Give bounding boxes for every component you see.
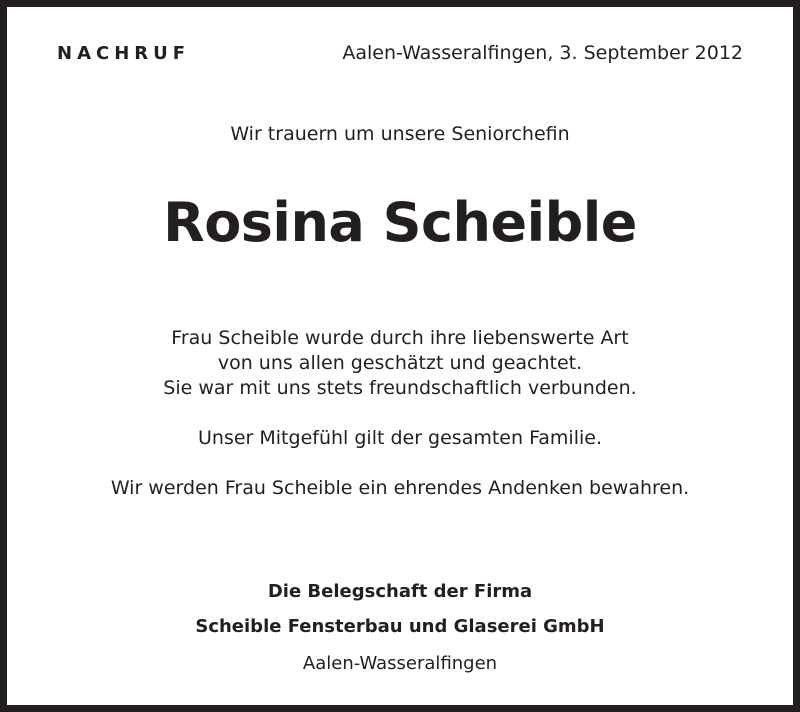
tribute-text [7,326,793,401]
signature-line-company: Scheible Fensterbau und Glaserei GmbH [195,616,605,637]
tribute-line: Frau Scheible wurde durch ihre liebenswerte Art [171,327,629,349]
intro-line: Wir trauern um unsere Seniorchefin [230,123,570,145]
tribute-line: Sie war mit uns stets freundschaftlich verbunden. [163,377,637,399]
signature-line-location: Aalen-Wasseralfingen [302,653,498,674]
deceased-name: Rosina Scheible [163,191,637,254]
signature-line-staff: Die Belegschaft der Firma [267,581,533,602]
tribute-line: von uns allen geschätzt und geachtet. [217,352,583,374]
place-and-date: Aalen-Wasseralfingen, 3. September 2012 [342,42,743,64]
sympathy-line: Unser Mitgefühl gilt der gesamten Familie. [198,427,602,449]
memory-line: Wir werden Frau Scheible ein ehrendes Andenken bewahren. [110,477,690,499]
notice-type-label: NACHRUF [57,43,191,64]
